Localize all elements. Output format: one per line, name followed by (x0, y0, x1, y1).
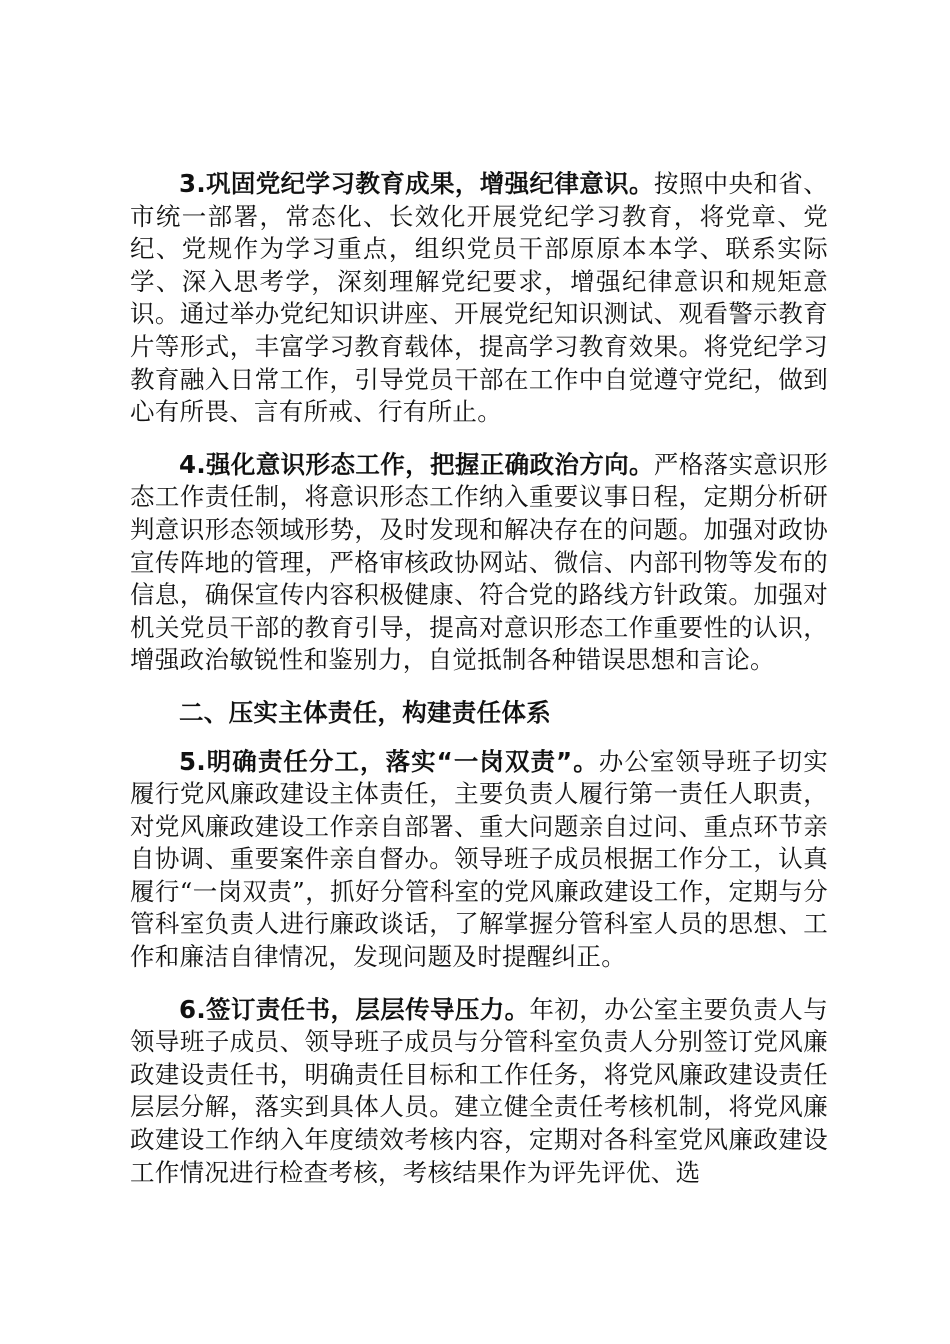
paragraph-lead: 4.强化意识形态工作，把握正确政治方向。 (179, 449, 654, 479)
paragraph-body: 年初，办公室主要负责人与领导班子成员、领导班子成员与分管科室负责人分别签订党风廉政建设责任书，明确责任目标和工作任务，将党风廉政建设责任层层分解，落实到具体人员。建立健全责任考核机制，将党风廉政建设工作纳入年度绩效考核内容，定期对各科室党风廉政建设工作情况进行检查考核，考核结果作为评先评优、选 (130, 994, 828, 1187)
section-heading (130, 697, 828, 730)
paragraph-lead: 5.明确责任分工，落实“一岗双责”。 (179, 746, 599, 776)
section-heading-text: 二、压实主体责任，构建责任体系 (179, 697, 551, 727)
paragraph-body: 严格落实意识形态工作责任制，将意识形态工作纳入重要议事日程，定期分析研判意识形态领域形势，及时发现和解决存在的问题。加强对政协宣传阵地的管理，严格审核政协网站、微信、内部刊物等发布的信息，确保宣传内容积极健康、符合党的路线方针政策。加强对机关党员干部的教育引导，提高对意识形态工作重要性的认识，增强政治敏锐性和鉴别力，自觉抵制各种错误思想和言论。 (130, 449, 828, 675)
paragraph-item-6 (130, 994, 828, 1190)
paragraph-body: 办公室领导班子切实履行党风廉政建设主体责任，主要负责人履行第一责任人职责，对党风廉政建设工作亲自部署、重大问题亲自过问、重点环节亲自协调、重要案件亲自督办。领导班子成员根据工作分工，认真履行“一岗双责”，抓好分管科室的党风廉政建设工作，定期与分管科室负责人进行廉政谈话，了解掌握分管科室人员的思想、工作和廉洁自律情况，发现问题及时提醒纠正。 (130, 746, 828, 972)
paragraph-body: 按照中央和省、市统一部署，常态化、长效化开展党纪学习教育，将党章、党纪、党规作为学习重点，组织党员干部原原本本学、联系实际学、深入思考学，深刻理解党纪要求，增强纪律意识和规矩意识。通过举办党纪知识讲座、开展党纪知识测试、观看警示教育片等形式，丰富学习教育载体，提高学习教育效果。将党纪学习教育融入日常工作，引导党员干部在工作中自觉遵守党纪，做到心有所畏、言有所戒、行有所止。 (130, 169, 828, 427)
paragraph-item-5 (130, 746, 828, 974)
paragraph-item-3 (130, 168, 828, 429)
paragraph-lead: 3.巩固党纪学习教育成果，增强纪律意识。 (179, 169, 654, 198)
paragraph-item-4 (130, 449, 828, 677)
paragraph-lead: 6.签订责任书，层层传导压力。 (179, 994, 530, 1024)
document-page (130, 168, 828, 1209)
